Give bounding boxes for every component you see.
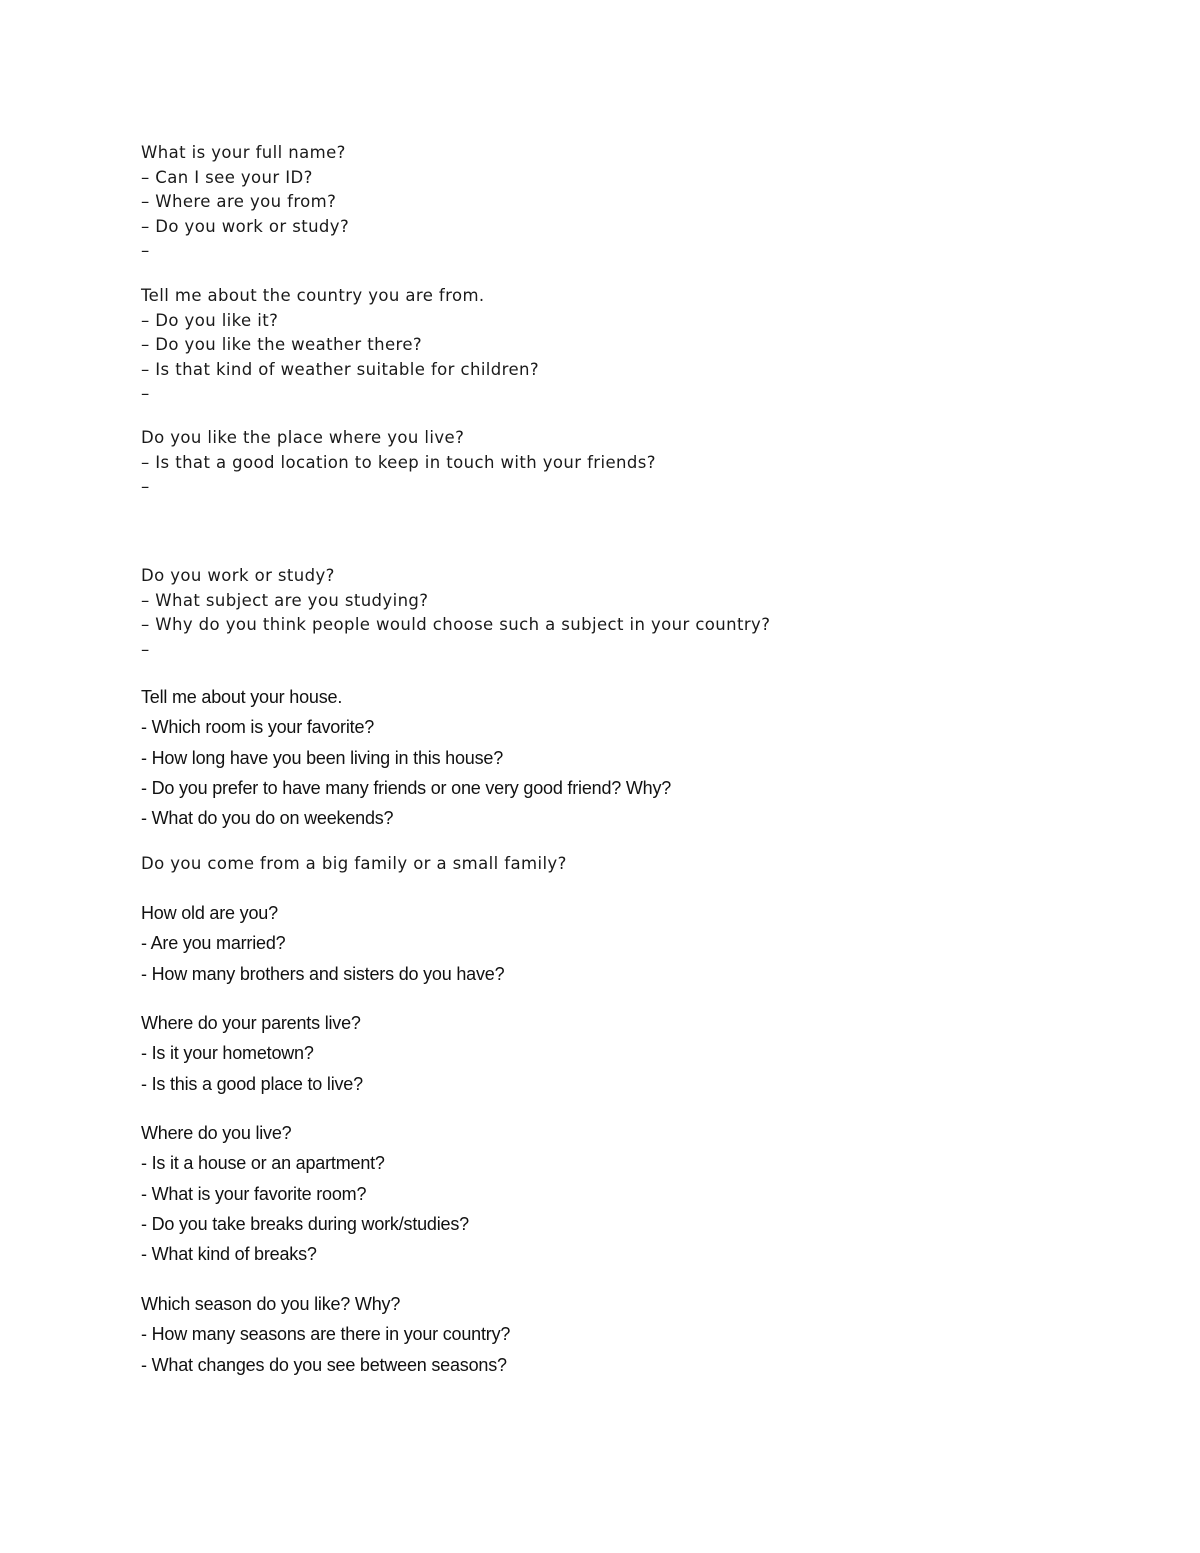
question-group-place-you-live bbox=[141, 426, 656, 500]
question-heading: What is your full name? bbox=[141, 143, 346, 162]
question-heading: Do you work or study? bbox=[141, 566, 335, 585]
follow-up-question: – Is that a good location to keep in touch with your friends? bbox=[141, 452, 656, 472]
question-group-house bbox=[141, 682, 671, 833]
follow-up-question: - What do you do on weekends? bbox=[141, 808, 394, 829]
follow-up-question: - Do you take breaks during work/studies? bbox=[141, 1213, 469, 1234]
question-group-full-name bbox=[141, 141, 349, 264]
question-heading: Which season do you like? Why? bbox=[141, 1294, 401, 1314]
question-heading: Where do you live? bbox=[141, 1123, 292, 1143]
follow-up-question: – Why do you think people would choose such a subject in your country? bbox=[141, 615, 771, 634]
follow-up-question: - What is your favorite room? bbox=[141, 1183, 367, 1204]
follow-up-question: – Can I see your ID? bbox=[141, 167, 313, 187]
question-group-country bbox=[141, 284, 539, 407]
question-group-where-you-live bbox=[141, 1118, 469, 1269]
question-group-work-or-study bbox=[141, 564, 770, 662]
follow-up-question: – bbox=[141, 639, 150, 659]
follow-up-question: – What subject are you studying? bbox=[141, 590, 429, 610]
follow-up-question: - How long have you been living in this house? bbox=[141, 747, 504, 768]
follow-up-question: - Is it a house or an apartment? bbox=[141, 1153, 385, 1174]
follow-up-question: - How many brothers and sisters do you have? bbox=[141, 963, 505, 984]
question-heading: Tell me about your house. bbox=[141, 687, 343, 707]
follow-up-question: – Is that kind of weather suitable for children? bbox=[141, 359, 540, 379]
question-group-parents bbox=[141, 1008, 363, 1099]
follow-up-question: – Do you like the weather there? bbox=[141, 335, 423, 354]
follow-up-question: - Is it your hometown? bbox=[141, 1043, 314, 1064]
follow-up-question: - What kind of breaks? bbox=[141, 1244, 317, 1265]
question-group-family-size bbox=[141, 852, 567, 877]
follow-up-question: – bbox=[141, 241, 150, 260]
question-heading: Do you like the place where you live? bbox=[141, 428, 465, 447]
question-heading: Tell me about the country you are from. bbox=[141, 286, 485, 305]
question-heading: Do you come from a big family or a small family? bbox=[141, 854, 567, 873]
follow-up-question: - Do you prefer to have many friends or one very good friend? Why? bbox=[141, 777, 672, 798]
follow-up-question: - How many seasons are there in your country? bbox=[141, 1324, 511, 1345]
question-heading: How old are you? bbox=[141, 903, 278, 923]
follow-up-question: - Are you married? bbox=[141, 933, 286, 954]
question-heading: Where do your parents live? bbox=[141, 1013, 361, 1033]
follow-up-question: - Which room is your favorite? bbox=[141, 717, 375, 738]
follow-up-question: – Do you work or study? bbox=[141, 216, 350, 236]
follow-up-question: – Where are you from? bbox=[141, 192, 337, 211]
follow-up-question: – bbox=[141, 477, 150, 496]
follow-up-question: – Do you like it? bbox=[141, 310, 279, 330]
follow-up-question: - What changes do you see between seasons? bbox=[141, 1354, 507, 1375]
question-group-age bbox=[141, 898, 504, 989]
follow-up-question: – bbox=[141, 384, 150, 403]
follow-up-question: - Is this a good place to live? bbox=[141, 1073, 363, 1094]
question-group-seasons bbox=[141, 1289, 510, 1380]
